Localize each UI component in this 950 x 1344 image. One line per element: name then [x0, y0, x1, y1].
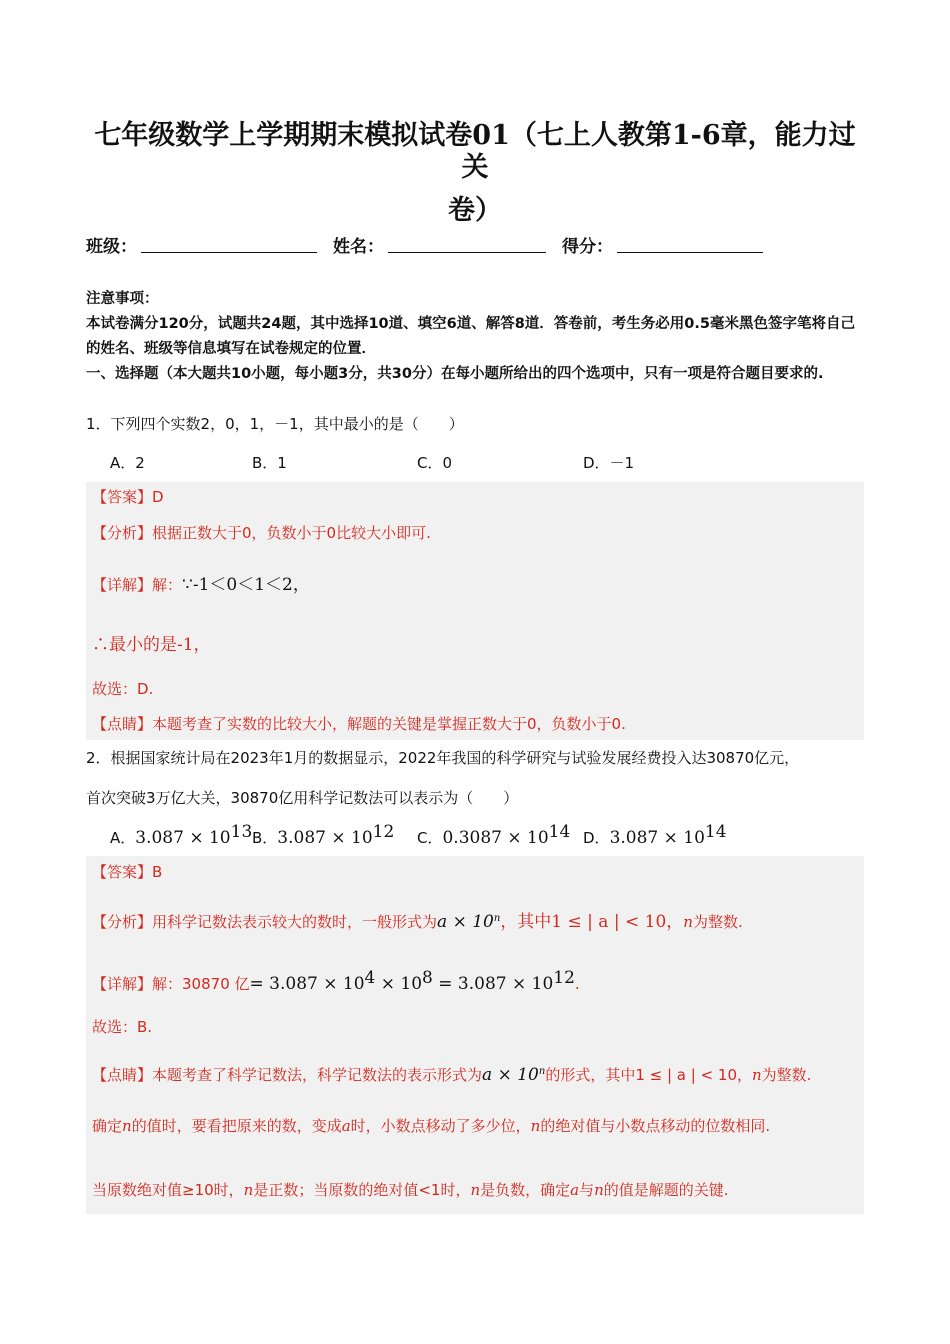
- q2-line2-d: a: [341, 1117, 351, 1135]
- q2-comment-f: 为整数.: [761, 1066, 812, 1084]
- q2-line2-a: 确定: [92, 1117, 123, 1135]
- q2-comment-tag: 【点睛】: [92, 1066, 153, 1084]
- q2-line2-g: 的绝对值与小数点移动的位数相同.: [540, 1117, 771, 1135]
- exam-title-line1: 七年级数学上学期期末模拟试卷01（七上人教第1-6章，能力过关: [94, 120, 856, 184]
- q2-detail-g: 12: [553, 968, 575, 988]
- q1-answer: [92, 486, 164, 507]
- q1-answer-tag: 【答案】: [92, 488, 153, 506]
- q2-line3-i: 的值是解题的关键.: [603, 1181, 729, 1199]
- q2-option-d-mantissa: 3.087 × 10: [609, 828, 705, 848]
- q2-option-a[interactable]: [110, 822, 252, 848]
- q2-choose: [92, 1016, 152, 1037]
- q2-detail-f: = 3.087 × 10: [432, 974, 554, 994]
- q2-comment-line3: [92, 1179, 729, 1200]
- q2-comment-b: a × 10: [482, 1065, 539, 1085]
- q1-analysis-tag: 【分析】: [92, 524, 153, 542]
- q2-option-b[interactable]: [252, 822, 394, 848]
- q2-line3-e: 是负数，确定: [480, 1181, 571, 1199]
- q1-answer-value: D: [152, 488, 164, 506]
- student-info-row: [86, 232, 779, 257]
- q2-option-a-label: A．: [110, 829, 136, 847]
- q2-detail-h: .: [574, 975, 580, 993]
- q2-option-a-mantissa: 3.087 × 10: [135, 828, 231, 848]
- q1-detail2-text: ∴最小的是-1，: [92, 635, 211, 655]
- q2-solution-box: [86, 856, 864, 1214]
- q2-detail-c: 4: [364, 968, 376, 988]
- q2-comment-e: n: [752, 1066, 762, 1084]
- q2-detail-b: = 3.087 × 10: [249, 974, 365, 994]
- q1-option-d[interactable]: D．－1: [583, 454, 635, 472]
- q2-line2-e: 时，小数点移动了多少位，: [350, 1117, 531, 1135]
- notice-body: 本试卷满分120分，试题共24题，其中选择10道、填空6道、解答8道．答卷前，考生务必用0.5毫米黑色签字笔将自己的姓名、班级等信息填写在试卷规定的位置．: [86, 316, 855, 357]
- q2-analysis-d: ，其中1 ≤ | a | < 10，: [500, 912, 684, 932]
- q2-line3-c: 是正数；当原数的绝对值<1时，: [253, 1181, 471, 1199]
- q2-option-c-mantissa: 0.3087 × 10: [442, 828, 549, 848]
- q2-stem-line1: 2．根据国家统计局在2023年1月的数据显示，2022年我国的科学研究与试验发展经费投入达30870亿元，: [86, 749, 800, 767]
- name-blank[interactable]: [388, 232, 546, 253]
- q2-detail: [92, 968, 580, 994]
- class-blank[interactable]: [141, 232, 317, 253]
- q2-comment-a: 本题考查了科学记数法，科学记数法的表示形式为: [152, 1066, 483, 1084]
- q1-comment-text: 本题考查了实数的比较大小，解题的关键是掌握正数大于0，负数小于0.: [152, 715, 626, 733]
- q2-answer-tag: 【答案】: [92, 863, 153, 881]
- q2-line3-a: 当原数绝对值≥10时，: [92, 1181, 244, 1199]
- score-blank[interactable]: [617, 232, 763, 253]
- q1-option-c[interactable]: C．0: [417, 454, 453, 472]
- q2-analysis-b: a × 10: [437, 912, 494, 932]
- q2-detail-d: × 10: [375, 974, 423, 994]
- q2-line2-c: 的值时，要看把原来的数，变成: [131, 1117, 342, 1135]
- q2-detail-tag: 【详解】: [92, 975, 153, 993]
- q1-analysis: [92, 522, 431, 543]
- score-label: 得分：: [562, 237, 613, 257]
- q2-comment-d: 的形式，其中1 ≤ | a | < 10，: [545, 1066, 752, 1084]
- exam-title-line2: 卷）: [448, 195, 502, 226]
- q2-line3-g: 与: [579, 1181, 595, 1199]
- q2-option-c-exp: 14: [548, 822, 571, 842]
- q2-analysis-tag: 【分析】: [92, 913, 153, 931]
- q1-comment: [92, 713, 626, 734]
- q1-detail2: [92, 630, 211, 655]
- q1-stem: 1．下列四个实数2，0，1，－1，其中最小的是（ ）: [86, 415, 464, 433]
- q2-line3-f: a: [570, 1181, 580, 1199]
- q2-option-b-mantissa: 3.087 × 10: [277, 828, 373, 848]
- q2-analysis-a: 用科学记数法表示较大的数时，一般形式为: [152, 913, 438, 931]
- q2-line3-b: n: [243, 1181, 254, 1199]
- q1-detail-tag: 【详解】: [92, 576, 153, 594]
- q2-option-d-label: D．: [583, 829, 610, 847]
- q2-line2-b: n: [122, 1117, 132, 1135]
- q2-option-a-exp: 13: [230, 822, 253, 842]
- name-label: 姓名：: [333, 237, 384, 257]
- notice-heading: 注意事项：: [86, 291, 159, 307]
- q2-line3-d: n: [470, 1181, 481, 1199]
- q2-detail-a: 解：30870 亿: [152, 975, 250, 993]
- q2-answer-value: B: [152, 863, 163, 881]
- q2-option-c-label: C．: [417, 829, 443, 847]
- class-label: 班级：: [86, 237, 137, 257]
- q1-choose-text: 故选：D.: [92, 680, 154, 698]
- q2-choose-text: 故选：B.: [92, 1018, 153, 1036]
- q2-option-b-label: B．: [252, 829, 278, 847]
- q1-detail-prefix: 解：: [152, 576, 183, 594]
- q1-option-a[interactable]: A．2: [110, 454, 145, 472]
- q2-analysis-c: n: [493, 913, 501, 924]
- q1-option-b[interactable]: B．1: [252, 454, 287, 472]
- q2-comment-c: n: [538, 1066, 546, 1077]
- q2-line2-f: n: [530, 1117, 541, 1135]
- section1-heading: 一、选择题（本大题共10小题，每小题3分，共30分）在每小题所给出的四个选项中，只有一项是符合题目要求的.: [86, 366, 824, 382]
- q2-analysis: [92, 907, 743, 932]
- q2-detail-e: 8: [422, 968, 433, 988]
- q2-line3-h: n: [594, 1181, 604, 1199]
- q2-answer: [92, 861, 162, 882]
- q2-option-c[interactable]: [417, 822, 570, 848]
- q1-solution-box: [86, 482, 864, 740]
- q2-analysis-f: 为整数.: [692, 913, 743, 931]
- q2-option-d-exp: 14: [704, 822, 727, 842]
- q2-option-b-exp: 12: [372, 822, 395, 842]
- q1-choose: [92, 678, 153, 699]
- q2-analysis-e: n: [683, 913, 693, 931]
- q1-comment-tag: 【点睛】: [92, 715, 153, 733]
- q1-analysis-text: 根据正数大于0，负数小于0比较大小即可.: [152, 524, 431, 542]
- q1-detail: [92, 570, 310, 595]
- q2-option-d[interactable]: [583, 822, 727, 848]
- q1-detail-math: ∵-1＜0＜1＜2，: [182, 575, 310, 595]
- q2-stem-line2: 首次突破3万亿大关，30870亿用科学记数法可以表示为（ ）: [86, 789, 519, 807]
- q2-comment-line2: [92, 1115, 770, 1136]
- q2-comment: [92, 1064, 811, 1085]
